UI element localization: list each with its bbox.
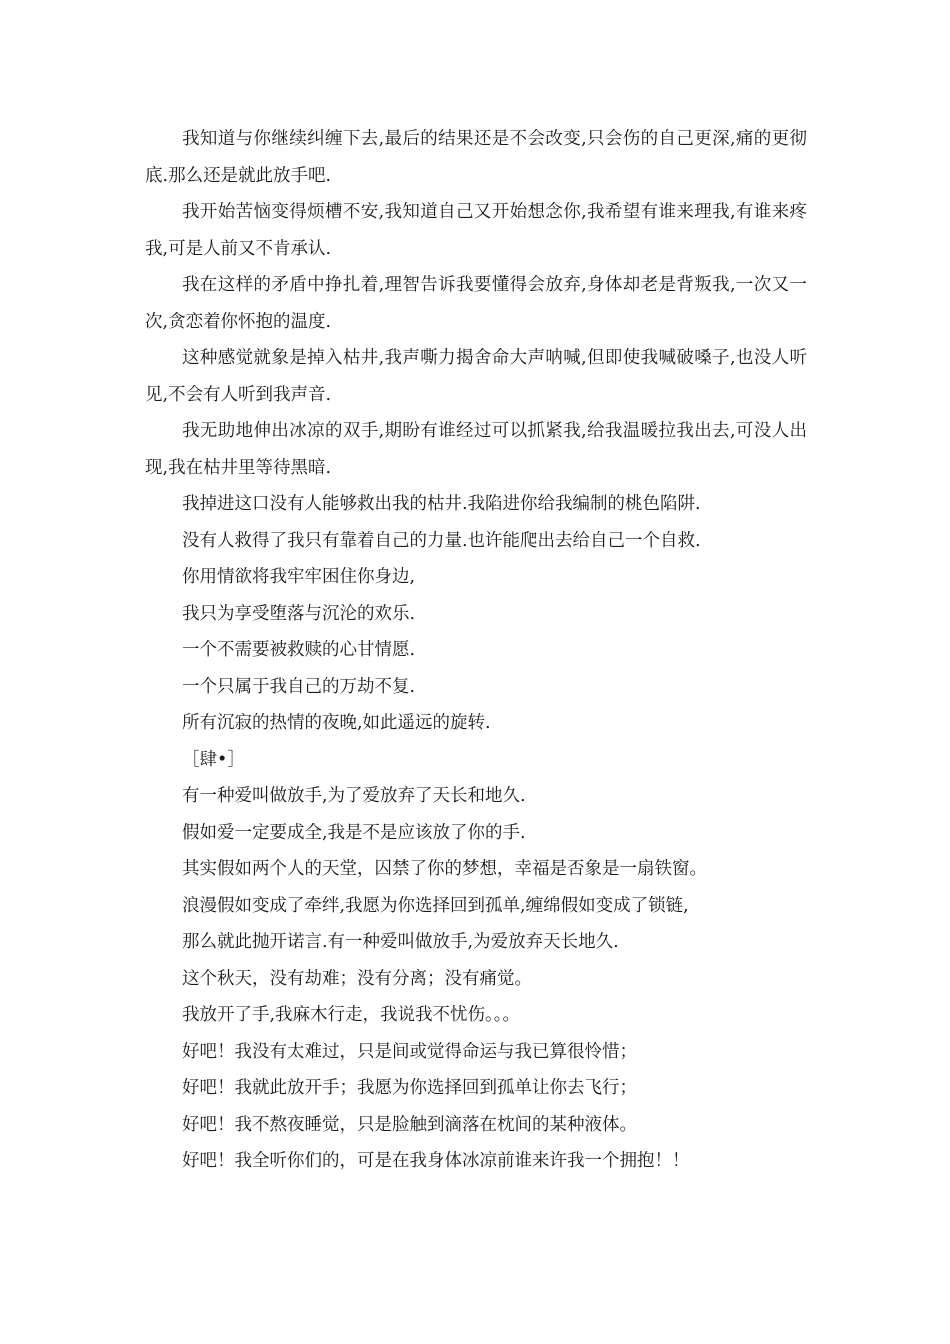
text-line-10: 假如爱一定要成全,我是不是应该放了你的手. [182,822,526,843]
text-line-12: 浪漫假如变成了牵绊,我愿为你选择回到孤单,缠绵假如变成了锁链, [182,895,689,916]
text-line-9: 有一种爱叫做放手,为了爱放弃了天长和地久. [182,786,526,806]
text-line-6: 一个只属于我自己的万劫不复. [182,676,416,697]
text-line-3: 你用情欲将我牢牢困住你身边, [182,567,416,587]
text-line-18: 好吧！我不熬夜睡觉，只是脸触到滴落在枕间的某种液体。 [182,1114,637,1135]
text-line-13: 那么就此抛开诺言.有一种爱叫做放手,为爱放弃天长地久. [182,932,619,952]
text-line-1: 我掉进这口没有人能够救出我的枯井.我陷进你给我编制的桃色陷阱. [182,494,701,514]
document-body [145,121,807,1180]
text-line-15: 我放开了手,我麻木行走，我说我不忧伤。。。 [182,1005,521,1025]
text-line-4: 我只为享受堕落与沉沦的欢乐. [182,603,416,624]
section-marker: ［肆•］ [182,749,245,770]
paragraph-3: 我在这样的矛盾中挣扎着,理智告诉我要懂得会放弃,身体却老是背叛我,一次又一次,贪恋着你怀抱的温度. [145,275,807,332]
paragraph-5: 我无助地伸出冰凉的双手,期盼有谁经过可以抓紧我,给我温暖拉我出去,可没人出现,我在枯井里等待黑暗. [145,421,807,478]
text-line-19: 好吧！我全听你们的，可是在我身体冰凉前谁来许我一个拥抱！！ [182,1151,690,1171]
text-line-17: 好吧！我就此放开手；我愿为你选择回到孤单让你去飞行； [182,1078,637,1098]
paragraph-1: 我知道与你继续纠缠下去,最后的结果还是不会改变,只会伤的自己更深,痛的更彻底.那么还是就此放手吧. [145,129,807,186]
text-line-14: 这个秋天，没有劫难；没有分离；没有痛觉。 [182,968,532,989]
paragraph-4: 这种感觉就象是掉入枯井,我声嘶力揭舍命大声呐喊,但即使我喊破嗓子,也没人听见,不会有人听到我声音. [145,348,807,405]
text-line-2: 没有人救得了我只有靠着自己的力量.也许能爬出去给自己一个自救. [182,530,701,551]
text-line-7: 所有沉寂的热情的夜晚,如此遥远的旋转. [182,713,491,733]
paragraph-2: 我开始苦恼变得烦槽不安,我知道自己又开始想念你,我希望有谁来理我,有谁来疼我,可是人前又不肯承认. [145,202,807,259]
text-line-5: 一个不需要被救赎的心甘情愿. [182,640,416,660]
text-line-11: 其实假如两个人的天堂，囚禁了你的梦想，幸福是否象是一扇铁窗。 [182,859,707,879]
text-line-16: 好吧！我没有太难过，只是间或觉得命运与我已算很怜惜； [182,1041,637,1062]
